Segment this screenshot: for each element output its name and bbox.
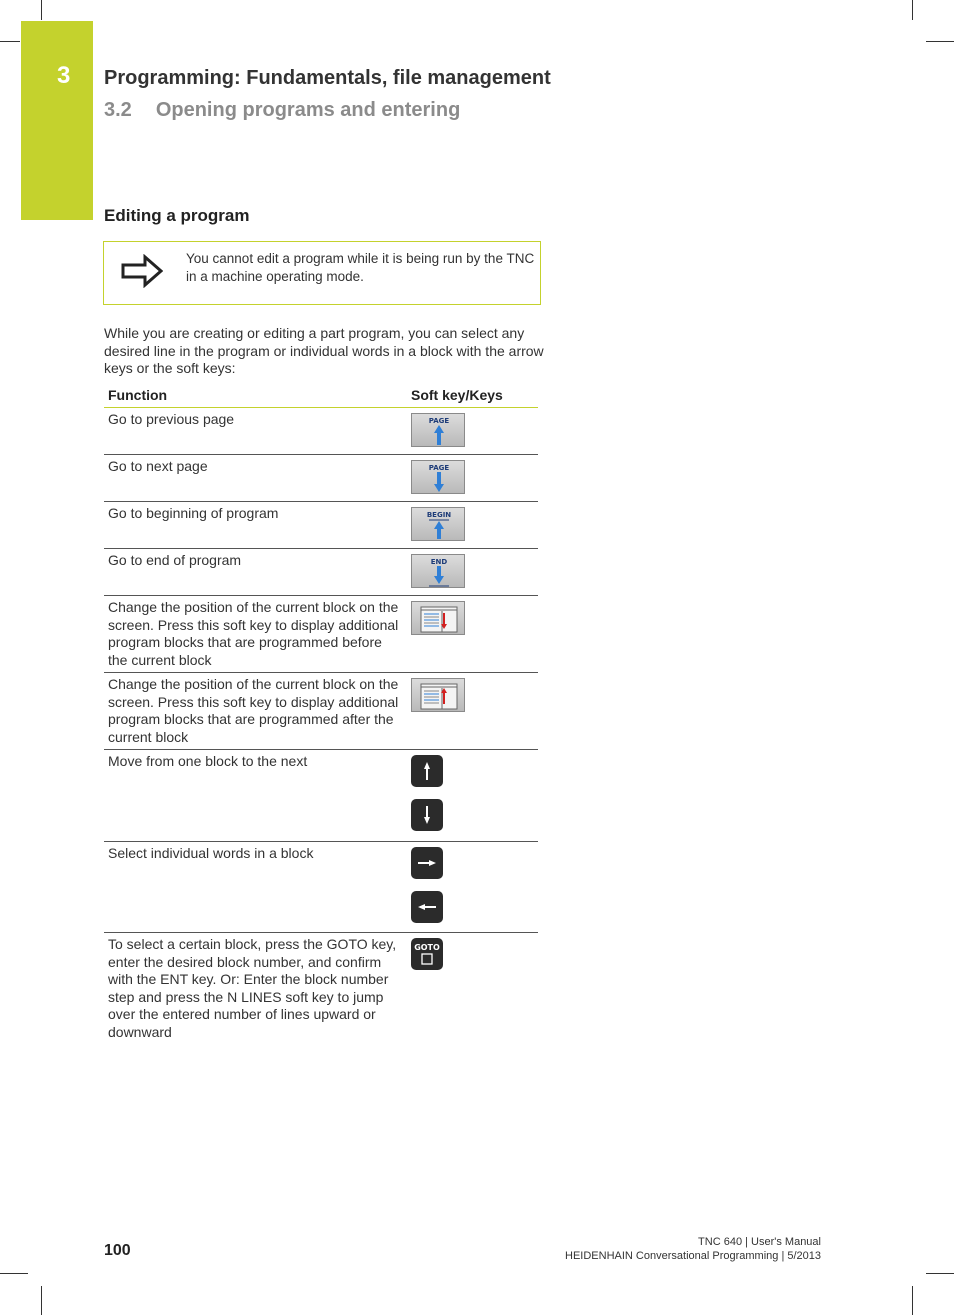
footer-info (565, 1235, 821, 1263)
keys-cell (407, 502, 538, 549)
table-row (104, 933, 538, 1042)
table-row (104, 455, 538, 502)
table-row (104, 842, 538, 933)
arrow-up-key[interactable] (411, 755, 443, 787)
goto-label: GOTO (414, 943, 440, 952)
page-up-softkey[interactable] (411, 413, 465, 447)
section-heading: Editing a program (104, 206, 250, 225)
arrow-right-icon (411, 847, 443, 879)
page-down-softkey[interactable] (411, 460, 465, 494)
goto-key[interactable] (411, 938, 443, 970)
section-header (104, 99, 460, 122)
page-number: 100 (104, 1242, 131, 1259)
keys-cell (407, 842, 538, 933)
arrow-left-icon (411, 891, 443, 923)
keys-cell (407, 596, 538, 673)
table-row (104, 750, 538, 842)
keys-cell (407, 933, 538, 1042)
chapter-title: Programming: Fundamentals, file management (104, 67, 551, 89)
header-soft-keys: Soft key/Keys (407, 382, 538, 408)
function-cell: To select a certain block, press the GOTO key, enter the desired block number, and confirm with the ENT key. Or: Enter the block number step and press the N LINES soft key to jump over the entered number of lines upward or downward (108, 936, 397, 1040)
crop-mark (926, 1273, 954, 1274)
arrow-down-key[interactable] (411, 799, 443, 831)
note-text: You cannot edit a program while it is being run by the TNC in a machine operating mode. (186, 251, 535, 284)
arrow-down-icon (411, 799, 443, 831)
function-cell: Go to next page (104, 455, 407, 502)
page-up-label: PAGE (428, 417, 450, 425)
keys-cell (407, 408, 538, 455)
footer-manual-title: TNC 640 | User's Manual (698, 1236, 821, 1248)
table-row (104, 502, 538, 549)
function-cell: Go to previous page (104, 408, 407, 455)
arrow-left-key[interactable] (411, 891, 443, 923)
page-down-label: PAGE (428, 464, 450, 472)
intro-paragraph: While you are creating or editing a part program, you can select any desired line in the program or individual words in a block with the arrow keys or the soft keys: (104, 325, 544, 376)
scroll-block-down-softkey[interactable] (411, 601, 465, 635)
chapter-number: 3 (57, 62, 71, 89)
block-window-down-icon (412, 602, 466, 636)
crop-mark (912, 0, 913, 20)
end-icon (412, 555, 466, 589)
block-window-up-icon (412, 679, 466, 713)
table-row (104, 408, 538, 455)
end-softkey[interactable] (411, 554, 465, 588)
scroll-block-up-softkey[interactable] (411, 678, 465, 712)
header-function: Function (104, 382, 407, 408)
keys-cell (407, 549, 538, 596)
crop-mark (926, 41, 954, 42)
crop-mark (912, 1286, 913, 1315)
end-label: END (430, 558, 448, 566)
table-row (104, 673, 538, 750)
goto-icon (411, 938, 443, 970)
begin-softkey[interactable] (411, 507, 465, 541)
crop-mark (0, 1273, 28, 1274)
section-number: 3.2 (104, 99, 132, 121)
function-cell: Select individual words in a block (104, 842, 407, 933)
arrow-right-icon (121, 254, 163, 288)
function-cell: Change the position of the current block on the screen. Press this soft key to display additional program blocks that are programmed before the current block (104, 596, 407, 673)
table-row (104, 596, 538, 673)
chapter-tab (21, 21, 93, 220)
keys-cell (407, 455, 538, 502)
crop-mark (41, 1286, 42, 1315)
table-row (104, 549, 538, 596)
function-table (104, 382, 538, 1041)
page-up-icon (412, 414, 466, 448)
keys-cell (407, 673, 538, 750)
function-cell: Move from one block to the next (104, 750, 407, 842)
section-title: Opening programs and entering (155, 99, 461, 121)
begin-label: BEGIN (426, 511, 452, 519)
crop-mark (41, 0, 42, 20)
keys-cell (407, 750, 538, 842)
arrow-up-icon (411, 755, 443, 787)
begin-icon (412, 508, 466, 542)
function-cell: Go to end of program (104, 549, 407, 596)
arrow-right-key[interactable] (411, 847, 443, 879)
function-cell: Go to beginning of program (104, 502, 407, 549)
note-box (103, 241, 541, 305)
crop-mark (0, 41, 20, 42)
page-down-icon (412, 461, 466, 495)
function-cell: Change the position of the current block on the screen. Press this soft key to display additional program blocks that are programmed after the current block (104, 673, 407, 750)
footer-manual-subtitle: HEIDENHAIN Conversational Programming | 5/2013 (565, 1250, 821, 1262)
table-header-row (104, 382, 538, 408)
